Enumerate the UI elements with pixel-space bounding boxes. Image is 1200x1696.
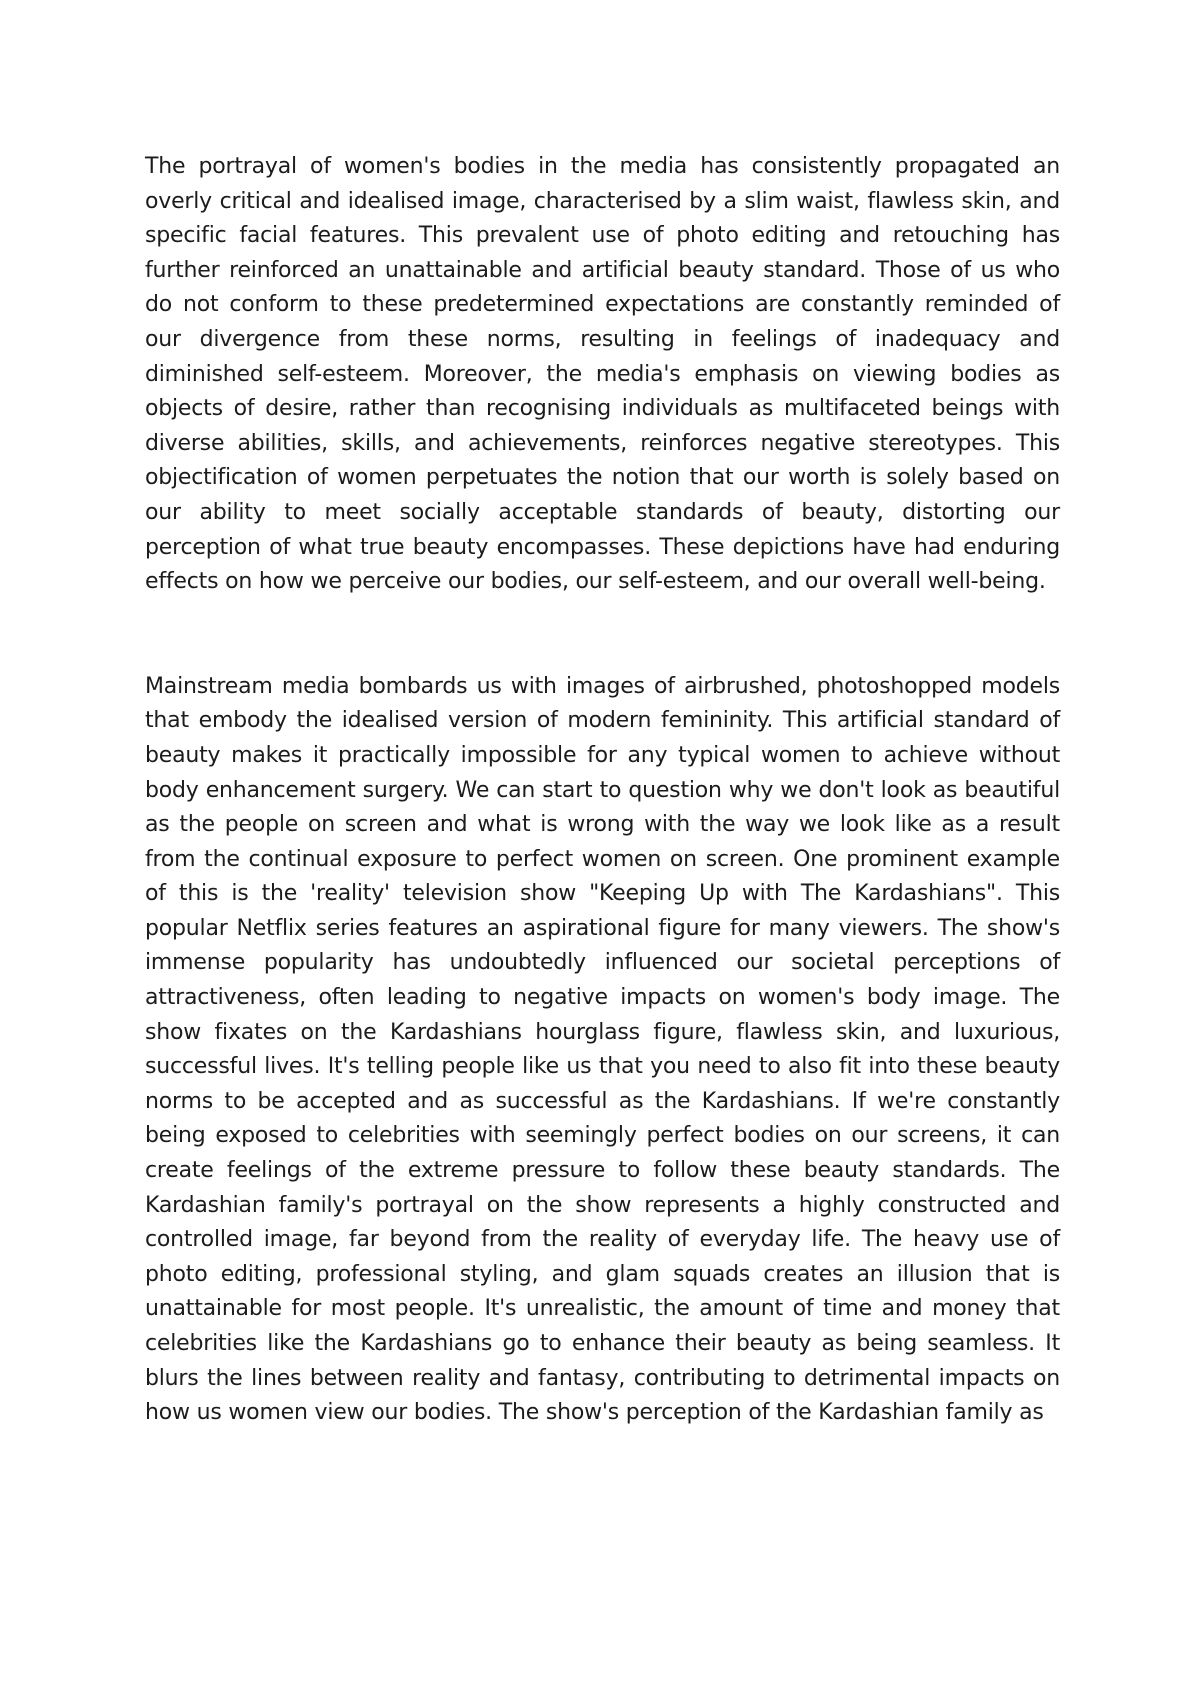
paragraph-spacer — [145, 600, 1060, 670]
paragraph-1: The portrayal of women's bodies in the media has consistently propagated an overly critical and idealised image, characterised by a slim waist, flawless skin, and specific facial features. This prevalent use of photo editing and retouching has further reinforced an unattainable and artificial beauty standard. Those of us who do not conform to these predetermined expectations are constantly reminded of our divergence from these norms, resulting in feelings of inadequacy and diminished self-esteem. Moreover, the media's emphasis on viewing bodies as objects of desire, rather than recognising individuals as multifaceted beings with diverse abilities, skills, and achievements, reinforces negative stereotypes. This objectification of women perpetuates the notion that our worth is solely based on our ability to meet socially acceptable standards of beauty, distorting our perception of what true beauty encompasses. These depictions have had enduring effects on how we perceive our bodies, our self-esteem, and our overall well-being. — [145, 154, 1060, 595]
paragraph-2: Mainstream media bombards us with images of airbrushed, photoshopped models that embody the idealised version of modern femininity. This artificial standard of beauty makes it practically impossible for any typical women to achieve without body enhancement surgery. We can start to question why we don't look as beautiful as the people on screen and what is wrong with the way we look like as a result from the continual exposure to perfect women on screen. One prominent example of this is the 'reality' television show "Keeping Up with The Kardashians". This popular Netflix series features an aspirational figure for many viewers. The show's immense popularity has undoubtedly influenced our societal perceptions of attractiveness, often leading to negative impacts on women's body image. The show fixates on the Kardashians hourglass figure, flawless skin, and luxurious, successful lives. It's telling people like us that you need to also fit into these beauty norms to be accepted and as successful as the Kardashians. If we're constantly being exposed to celebrities with seemingly perfect bodies on our screens, it can create feelings of the extreme pressure to follow these beauty standards. The Kardashian family's portrayal on the show represents a highly constructed and controlled image, far beyond from the reality of everyday life. The heavy use of photo editing, professional styling, and glam squads creates an illusion that is unattainable for most people. It's unrealistic, the amount of time and money that celebrities like the Kardashians go to enhance their beauty as being seamless. It blurs the lines between reality and fantasy, contributing to detrimental impacts on how us women view our bodies. The show's perception of the Kardashian family as — [145, 673, 1060, 1426]
document-body — [145, 150, 1060, 1431]
